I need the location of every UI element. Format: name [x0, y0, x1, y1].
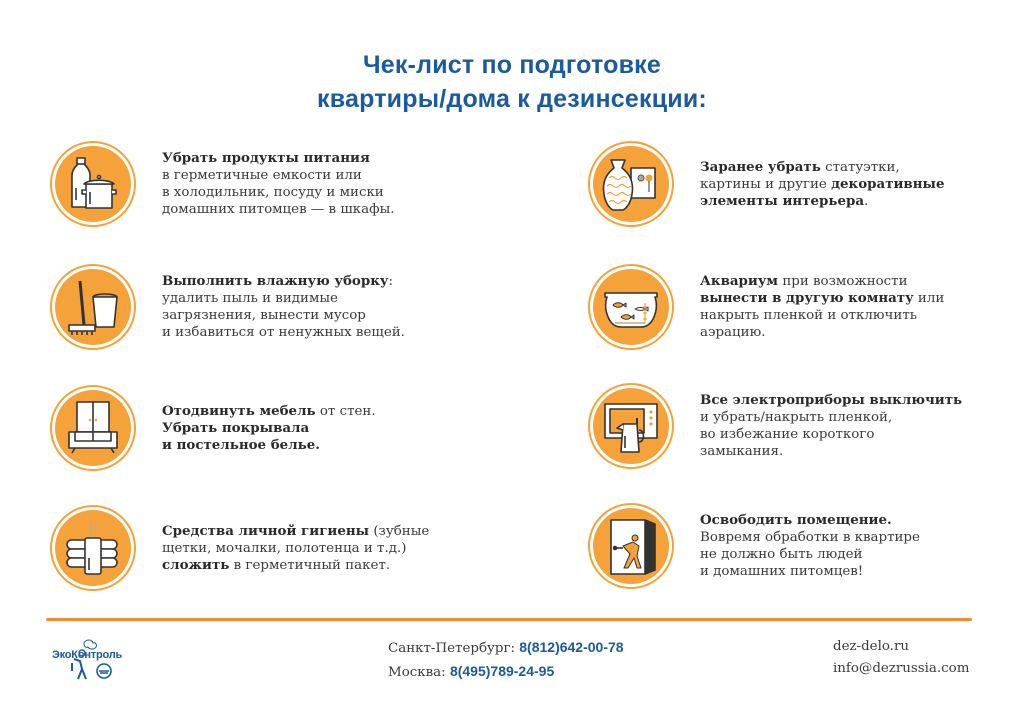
checklist-item-leave — [588, 503, 920, 589]
title-line-2: квартиры/дома к дезинсекции: — [317, 85, 707, 113]
aquarium-icon — [593, 269, 669, 345]
checklist-item-decor — [588, 141, 944, 227]
appliances-icon — [593, 388, 669, 464]
mop-bucket-icon — [55, 269, 131, 345]
contacts-phones — [388, 636, 624, 684]
checklist-item-aquarium — [588, 264, 944, 350]
spb-contact: Санкт-Петербург: 8(812)642-00-78 — [388, 639, 624, 656]
food-icon — [55, 146, 131, 222]
msk-phone-link[interactable]: 8(495)789-24-95 — [449, 663, 555, 679]
spb-phone-link[interactable]: 8(812)642-00-78 — [519, 639, 624, 655]
leave-room-icon — [593, 508, 669, 584]
website-link[interactable]: dez-delo.ru — [833, 639, 909, 654]
vase-picture-icon — [593, 146, 669, 222]
item-text: Все электроприборы выключить и убрать/накрыть пленкой, во избежание короткого замыкания. — [700, 392, 963, 459]
logo-text: ЭкоКонтроль — [52, 649, 123, 661]
item-text: Отодвинуть мебель от стен. Убрать покрывала и постельное белье. — [162, 402, 376, 453]
item-text: Заранее убрать статуэтки, картины и другие декоративные элементы интерьера. — [700, 158, 945, 209]
checklist-item-cleaning — [50, 264, 405, 350]
item-text: Убрать продукты питания в герметичные емкости или в холодильник, посуду и миски домашних питомцев — в шкафы. — [162, 150, 395, 217]
page-title — [0, 48, 1024, 116]
item-text: Аквариум при возможности вынести в другую комнату или накрыть пленкой и отключить аэрацию. — [700, 273, 945, 340]
item-text: Освободить помещение. Вовремя обработки в квартире не должно быть людей и домашних питомцев! — [700, 512, 920, 579]
company-logo — [52, 635, 142, 677]
title-line-1: Чек-лист по подготовке — [363, 51, 661, 79]
email-link[interactable]: info@dezrussia.com — [833, 661, 970, 676]
furniture-icon — [55, 390, 131, 466]
contacts-web — [833, 636, 969, 680]
checklist-item-hygiene — [50, 505, 429, 591]
hygiene-icon — [55, 510, 131, 586]
checklist-item-furniture — [50, 385, 376, 471]
item-text: Средства личной гигиены (зубные щетки, мочалки, полотенца и т.д.) сложить в герметичный пакет. — [162, 522, 430, 573]
item-text: Выполнить влажную уборку: удалить пыль и видимые загрязнения, вынести мусор и избавиться от ненужных вещей. — [162, 273, 405, 340]
checklist-item-food — [50, 141, 395, 227]
checklist-item-appliances — [588, 383, 962, 469]
msk-contact: Москва: 8(495)789-24-95 — [388, 663, 555, 680]
footer-divider — [46, 618, 972, 621]
